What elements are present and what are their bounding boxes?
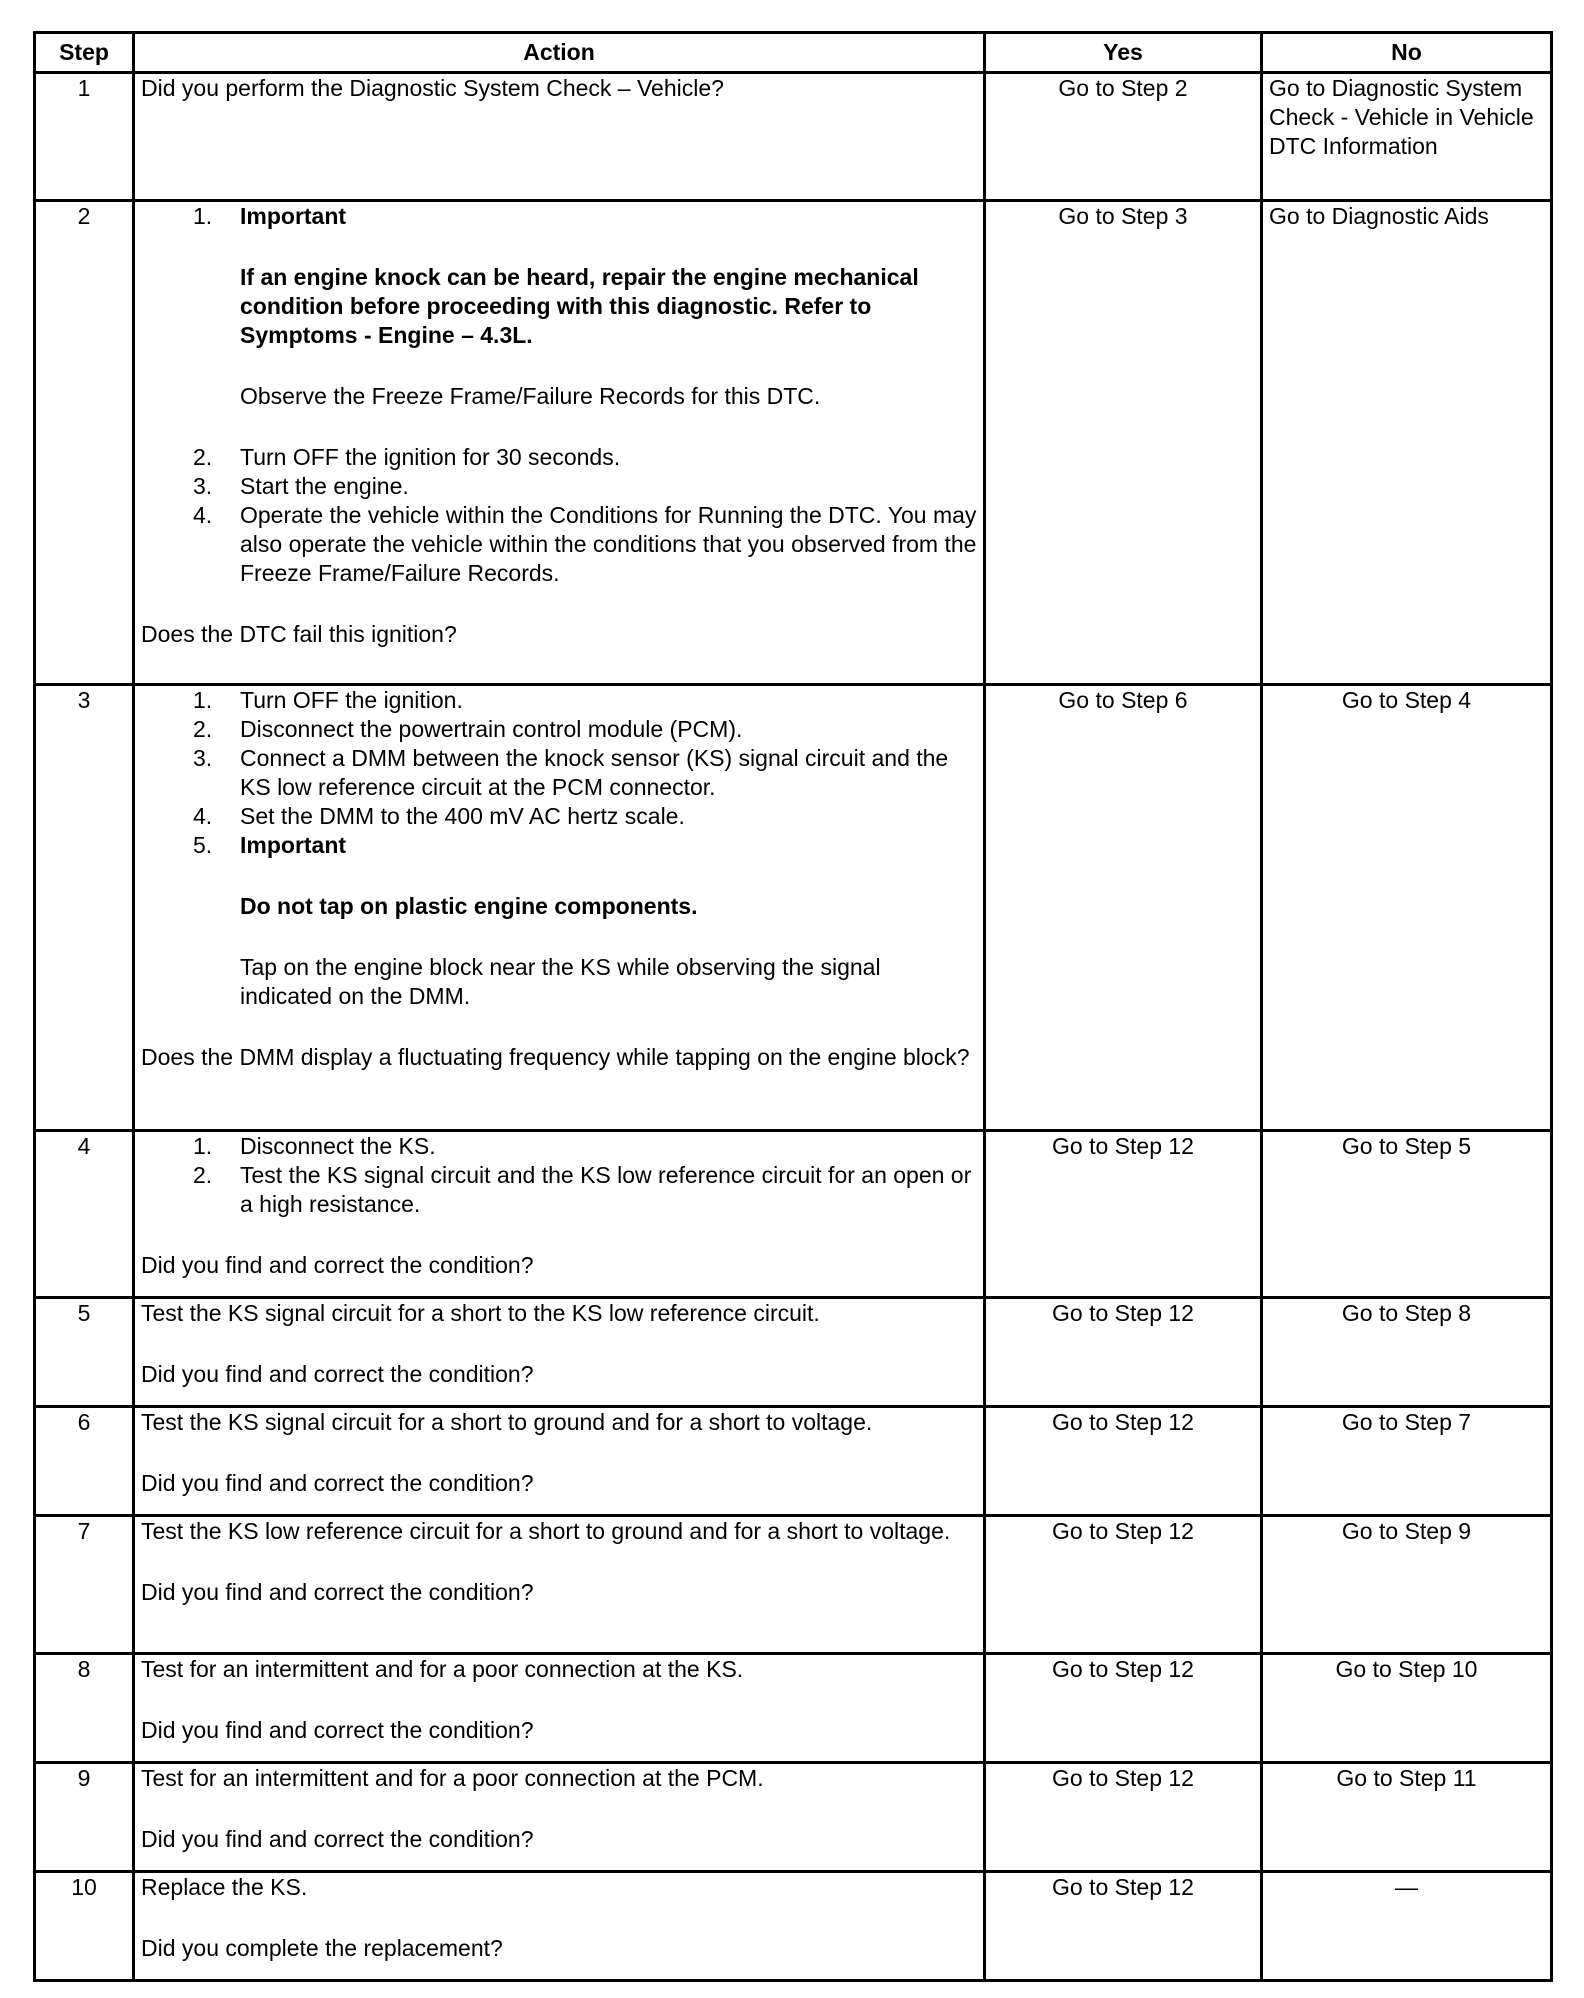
action-cell bbox=[134, 1407, 985, 1516]
item-number: 5. bbox=[193, 832, 213, 858]
important-warning: If an engine knock can be heard, repair the engine mechanical condition before proceeding with this diagnostic. Refer to Symptoms - Engine – 4.3L. bbox=[240, 264, 919, 348]
yes-cell: Go to Step 12 bbox=[985, 1298, 1262, 1407]
table-row-step-10 bbox=[35, 1872, 1552, 1981]
list-item bbox=[141, 715, 977, 744]
action-text: Replace the KS. bbox=[141, 1874, 308, 1900]
no-cell: Go to Step 4 bbox=[1262, 685, 1552, 1131]
step-number: 2 bbox=[35, 201, 134, 685]
item-number: 2. bbox=[193, 1162, 213, 1188]
yes-cell: Go to Step 12 bbox=[985, 1407, 1262, 1516]
action-cell bbox=[134, 1131, 985, 1298]
action-text: Test for an intermittent and for a poor connection at the KS. bbox=[141, 1656, 744, 1682]
action-question: Does the DTC fail this ignition? bbox=[141, 621, 457, 647]
list-item bbox=[141, 831, 977, 860]
no-cell: Go to Step 10 bbox=[1262, 1654, 1552, 1763]
item-text: Turn OFF the ignition for 30 seconds. bbox=[240, 444, 621, 470]
list-item bbox=[141, 1161, 977, 1219]
list-item bbox=[141, 686, 977, 715]
item-number: 1. bbox=[193, 203, 213, 229]
yes-cell: Go to Step 12 bbox=[985, 1872, 1262, 1981]
list-item bbox=[141, 443, 977, 472]
action-steps bbox=[141, 443, 977, 588]
table-row-step-7 bbox=[35, 1516, 1552, 1654]
action-text: Test the KS signal circuit for a short to the KS low reference circuit. bbox=[141, 1300, 820, 1326]
action-question: Did you find and correct the condition? bbox=[141, 1826, 534, 1852]
yes-cell: Go to Step 12 bbox=[985, 1654, 1262, 1763]
list-item bbox=[141, 744, 977, 802]
item-text: Set the DMM to the 400 mV AC hertz scale. bbox=[240, 803, 685, 829]
action-question: Did you find and correct the condition? bbox=[141, 1361, 534, 1387]
item-text: Start the engine. bbox=[240, 473, 409, 499]
action-steps bbox=[141, 1132, 977, 1219]
no-cell: Go to Step 11 bbox=[1262, 1763, 1552, 1872]
header-no: No bbox=[1262, 33, 1552, 73]
table-row-step-9 bbox=[35, 1763, 1552, 1872]
no-cell: Go to Step 7 bbox=[1262, 1407, 1552, 1516]
action-steps bbox=[141, 686, 977, 860]
action-cell bbox=[134, 1763, 985, 1872]
item-text: Disconnect the powertrain control module (PCM). bbox=[240, 716, 743, 742]
action-cell bbox=[134, 201, 985, 685]
action-question: Does the DMM display a fluctuating frequency while tapping on the engine block? bbox=[141, 1044, 970, 1070]
table-row-step-4 bbox=[35, 1131, 1552, 1298]
list-item bbox=[141, 1132, 977, 1161]
important-warning: Do not tap on plastic engine components. bbox=[240, 893, 698, 919]
action-cell bbox=[134, 1872, 985, 1981]
yes-cell: Go to Step 3 bbox=[985, 201, 1262, 685]
no-cell: Go to Step 8 bbox=[1262, 1298, 1552, 1407]
step-number: 8 bbox=[35, 1654, 134, 1763]
step-number: 6 bbox=[35, 1407, 134, 1516]
header-row bbox=[35, 33, 1552, 73]
step-number: 5 bbox=[35, 1298, 134, 1407]
action-steps bbox=[141, 202, 977, 231]
yes-cell: Go to Step 12 bbox=[985, 1131, 1262, 1298]
list-item bbox=[141, 472, 977, 501]
action-text: Test the KS signal circuit for a short to ground and for a short to voltage. bbox=[141, 1409, 873, 1435]
no-cell: Go to Step 5 bbox=[1262, 1131, 1552, 1298]
item-text: Test the KS signal circuit and the KS low reference circuit for an open or a high resistance. bbox=[240, 1162, 972, 1217]
header-step: Step bbox=[35, 33, 134, 73]
item-number: 3. bbox=[193, 473, 213, 499]
table-row-step-5 bbox=[35, 1298, 1552, 1407]
action-cell bbox=[134, 1298, 985, 1407]
action-question: Did you find and correct the condition? bbox=[141, 1717, 534, 1743]
table-row-step-6 bbox=[35, 1407, 1552, 1516]
item-text: Disconnect the KS. bbox=[240, 1133, 436, 1159]
yes-cell: Go to Step 12 bbox=[985, 1763, 1262, 1872]
action-text: Test for an intermittent and for a poor connection at the PCM. bbox=[141, 1765, 764, 1791]
header-yes: Yes bbox=[985, 33, 1262, 73]
item-number: 1. bbox=[193, 687, 213, 713]
action-question: Did you find and correct the condition? bbox=[141, 1470, 534, 1496]
important-label: Important bbox=[240, 832, 347, 858]
item-number: 3. bbox=[193, 745, 213, 771]
action-question: Did you find and correct the condition? bbox=[141, 1579, 534, 1605]
step-number: 10 bbox=[35, 1872, 134, 1981]
table-row-step-8 bbox=[35, 1654, 1552, 1763]
item-text: Turn OFF the ignition. bbox=[240, 687, 463, 713]
no-cell: Go to Diagnostic Aids bbox=[1262, 201, 1552, 685]
table-row-step-3 bbox=[35, 685, 1552, 1131]
action-cell bbox=[134, 1654, 985, 1763]
step-number: 3 bbox=[35, 685, 134, 1131]
action-cell bbox=[134, 1516, 985, 1654]
action-question: Did you find and correct the condition? bbox=[141, 1252, 534, 1278]
action-cell bbox=[134, 685, 985, 1131]
table-row-step-2 bbox=[35, 201, 1552, 685]
yes-cell: Go to Step 6 bbox=[985, 685, 1262, 1131]
list-item bbox=[141, 202, 977, 231]
step-number: 4 bbox=[35, 1131, 134, 1298]
step-number: 9 bbox=[35, 1763, 134, 1872]
important-text: Tap on the engine block near the KS while observing the signal indicated on the DMM. bbox=[240, 954, 881, 1009]
item-number: 4. bbox=[193, 502, 213, 528]
action-question: Did you perform the Diagnostic System Check – Vehicle? bbox=[141, 75, 724, 101]
important-text: Observe the Freeze Frame/Failure Records for this DTC. bbox=[240, 383, 821, 409]
step-number: 7 bbox=[35, 1516, 134, 1654]
no-cell: Go to Step 9 bbox=[1262, 1516, 1552, 1654]
list-item bbox=[141, 802, 977, 831]
important-label: Important bbox=[240, 203, 347, 229]
no-cell: Go to Diagnostic System Check - Vehicle in Vehicle DTC Information bbox=[1262, 73, 1552, 201]
yes-cell: Go to Step 2 bbox=[985, 73, 1262, 201]
item-text: Operate the vehicle within the Conditions for Running the DTC. You may also operate the vehicle within the conditions that you observed from the Freeze Frame/Failure Records. bbox=[240, 502, 977, 586]
item-number: 2. bbox=[193, 716, 213, 742]
step-number: 1 bbox=[35, 73, 134, 201]
item-text: Connect a DMM between the knock sensor (KS) signal circuit and the KS low reference circuit at the PCM connector. bbox=[240, 745, 949, 800]
action-question: Did you complete the replacement? bbox=[141, 1935, 503, 1961]
item-number: 4. bbox=[193, 803, 213, 829]
action-cell bbox=[134, 73, 985, 201]
diagnostic-table bbox=[33, 31, 1553, 1982]
item-number: 1. bbox=[193, 1133, 213, 1159]
header-action: Action bbox=[134, 33, 985, 73]
item-number: 2. bbox=[193, 444, 213, 470]
yes-cell: Go to Step 12 bbox=[985, 1516, 1262, 1654]
list-item bbox=[141, 501, 977, 588]
table-row-step-1 bbox=[35, 73, 1552, 201]
action-text: Test the KS low reference circuit for a short to ground and for a short to voltage. bbox=[141, 1518, 951, 1544]
no-cell: — bbox=[1262, 1872, 1552, 1981]
